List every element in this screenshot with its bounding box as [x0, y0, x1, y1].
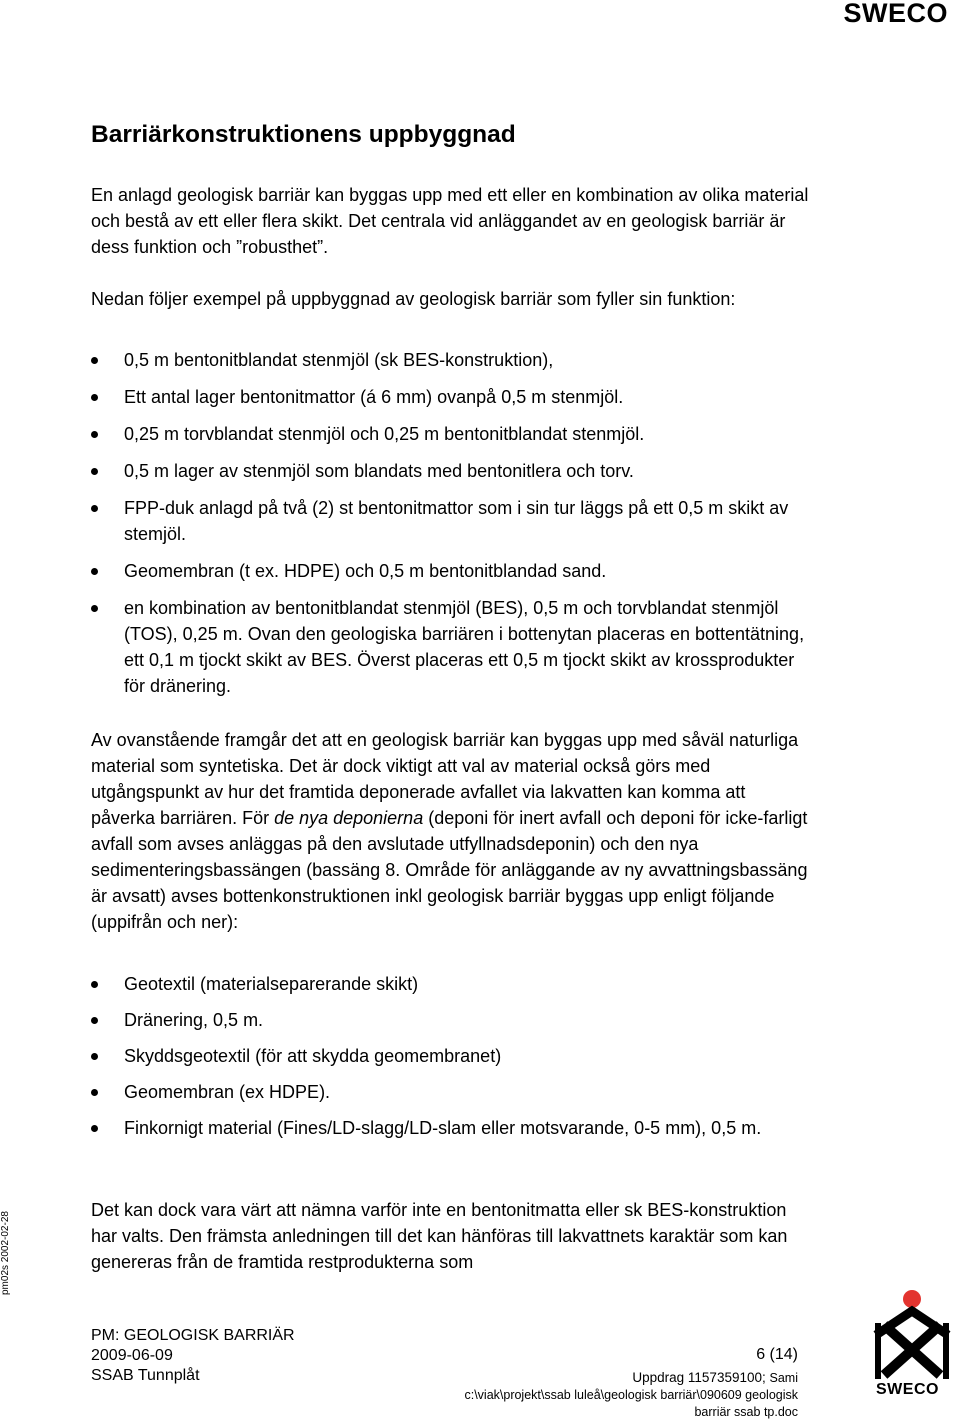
footer-file-path: c:\viak\projekt\ssab luleå\geologisk barriär\090609 geologisk	[464, 1388, 798, 1402]
list-item: Ett antal lager bentonitmattor (á 6 mm) ovanpå 0,5 m stenmjöl.	[91, 384, 811, 410]
list-item: en kombination av bentonitblandat stenmjöl (BES), 0,5 m och torvblandat stenmjöl (TOS), 0,25 m. Ovan den geologiska barriären i bottenytan placeras en bottentätning, ett 0,1 m tjockt skikt av BES. Överst placeras ett 0,5 m tjockt skikt av krossprodukter för dränering.	[91, 595, 811, 699]
footer-page-number: 6 (14)	[756, 1346, 798, 1363]
page-title: Barriärkonstruktionens uppbyggnad	[91, 121, 516, 148]
list-item: Dränering, 0,5 m.	[91, 1007, 811, 1033]
bullet-icon	[91, 1053, 98, 1060]
logo-wordmark: SWECO	[876, 1381, 939, 1398]
bullet-icon	[91, 1017, 98, 1024]
list-item: 0,5 m bentonitblandat stenmjöl (sk BES-konstruktion),	[91, 347, 811, 373]
list-item: Finkornigt material (Fines/LD-slagg/LD-slam eller motsvarande, 0-5 mm), 0,5 m.	[91, 1115, 811, 1141]
bullet-icon	[91, 431, 98, 438]
bullet-icon	[91, 505, 98, 512]
list-item: 0,25 m torvblandat stenmjöl och 0,25 m bentonitblandat stenmjöl.	[91, 421, 811, 447]
logo-dot	[903, 1290, 921, 1308]
footer-date: 2009-06-09	[91, 1347, 173, 1364]
bullet-icon	[91, 981, 98, 988]
bullet-icon	[91, 357, 98, 364]
bullet-icon	[91, 1089, 98, 1096]
bullet-icon	[91, 468, 98, 475]
list-item: Geomembran (t ex. HDPE) och 0,5 m bentonitblandad sand.	[91, 558, 811, 584]
barrier-examples-list	[91, 347, 811, 710]
emphasis-text: de nya deponierna	[274, 808, 424, 828]
examples-intro-paragraph: Nedan följer exempel på uppbyggnad av geologisk barriär som fyller sin funktion:	[91, 289, 736, 309]
footer-client: SSAB Tunnplåt	[91, 1367, 200, 1384]
footer-file-path-cont: barriär ssab tp.doc	[694, 1405, 798, 1419]
bullet-icon	[91, 394, 98, 401]
list-item: Geotextil (materialseparerande skikt)	[91, 971, 811, 997]
list-item: Skyddsgeotextil (för att skydda geomembranet)	[91, 1043, 811, 1069]
intro-paragraph: En anlagd geologisk barriär kan byggas upp med ett eller en kombination av olika material och bestå av ett eller flera skikt. Det centrala vid anläggandet av en geologisk barriär är dess funktion och ”robusthet”.	[91, 185, 809, 257]
list-item: FPP-duk anlagd på två (2) st bentonitmattor som i sin tur läggs på ett 0,5 m skikt av stemjöl.	[91, 495, 811, 547]
closing-paragraph: Det kan dock vara värt att nämna varför inte en bentonitmatta eller sk BES-konstruktion har valts. Den främsta anledningen till det kan hänföras till lakvattnets karaktär som kan genereras från de framtida restprodukterna som	[91, 1200, 788, 1272]
footer-assignment: Uppdrag 1157359100; Sami	[632, 1370, 798, 1385]
bottom-construction-list	[91, 971, 811, 1151]
brand-header: SWECO	[843, 0, 948, 28]
list-item: Geomembran (ex HDPE).	[91, 1079, 811, 1105]
footer-right	[464, 1345, 798, 1421]
footer-doc-title: PM: GEOLOGISK BARRIÄR	[91, 1327, 295, 1344]
bullet-icon	[91, 568, 98, 575]
list-item: 0,5 m lager av stenmjöl som blandats med bentonitlera och torv.	[91, 458, 811, 484]
side-template-code: pm02s 2002-02-28	[0, 1211, 11, 1295]
bullet-icon	[91, 1125, 98, 1132]
conclusion-paragraph: Av ovanstående framgår det att en geologisk barriär kan byggas upp med såväl naturliga material som syntetiska. Det är dock viktigt att val av material också görs med utgångspunkt av hur det framtida deponerade avfallet via lakvatten kan komma att påverka barriären. För de nya deponierna (deponi för inert avfall och deponi för icke-farligt avfall som avses anläggas på den avslutade utfyllnadsdeponin) och den nya sedimenteringsbassängen (bassäng 8. Område för anläggande av ny avvattningsbassäng är avsatt) avses bottenkonstruktionen inkl geologisk barriär byggas upp enligt följande (uppifrån och ner):	[91, 730, 808, 932]
footer-left	[91, 1326, 295, 1386]
bullet-icon	[91, 605, 98, 612]
